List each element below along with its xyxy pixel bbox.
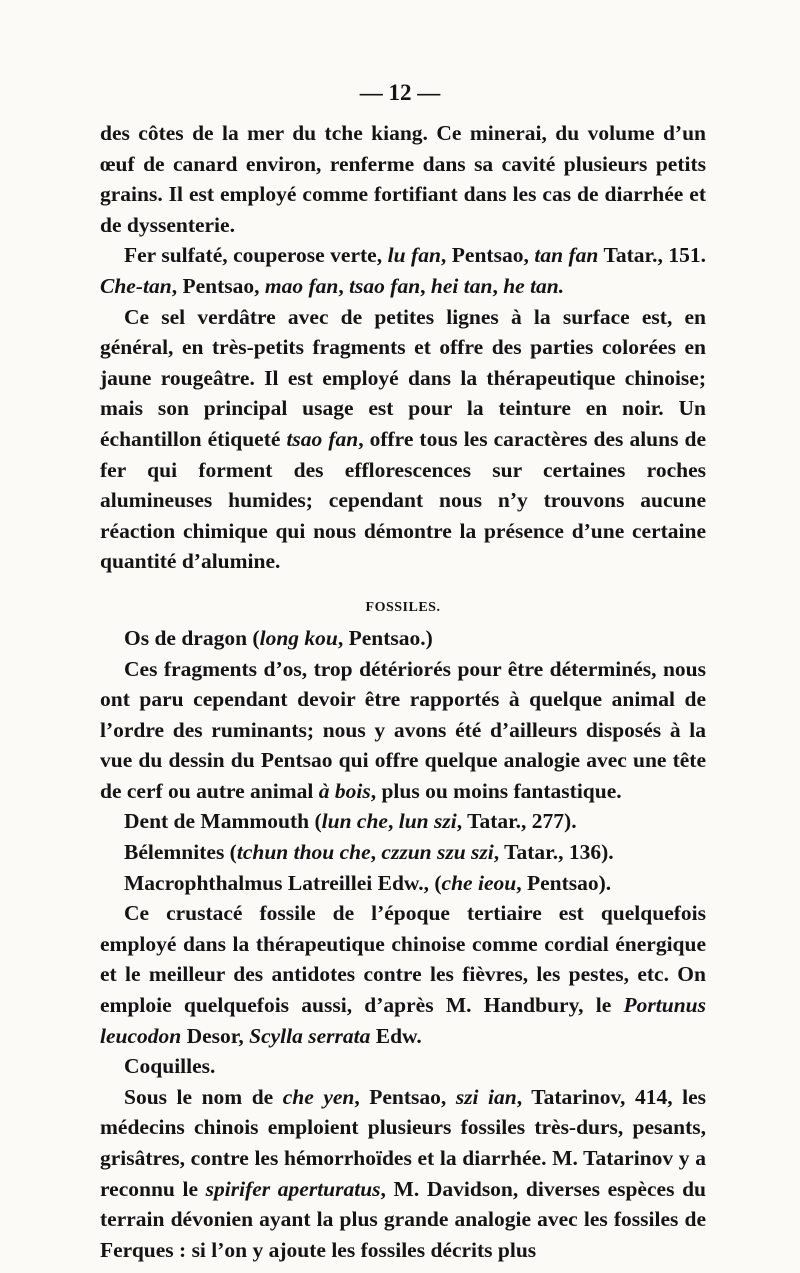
page-number: — 12 — [359, 80, 441, 105]
italic-text: che yen [282, 1084, 355, 1109]
text-run: , [370, 840, 382, 865]
paragraph [100, 240, 706, 301]
text-run: , plus ou moins fantastique. [370, 778, 622, 803]
text-run: Dent de Mammouth ( [124, 809, 322, 834]
text-run: Coquilles. [124, 1054, 216, 1079]
paragraph [100, 1082, 706, 1266]
text-run: Os de dragon ( [124, 625, 260, 650]
text-run: , Pentsao, [354, 1084, 456, 1109]
italic-text: à bois [318, 778, 371, 803]
body-text [100, 118, 706, 1265]
italic-text: lun szi [398, 809, 457, 834]
text-run: , offre tous les caractères des aluns de fer qui forment des efflorescences sur certaines roches alumineuses humides; cependant nous n’y trouvons aucune réaction chimique qui nous démontre la présence d’une certaine quantité d’alumine. [100, 426, 706, 574]
paragraph [100, 118, 706, 240]
italic-text: long kou [259, 625, 338, 650]
text-run: Edw. [370, 1023, 422, 1048]
italic-text: Portunus leucodon [100, 993, 706, 1048]
text-run: , Tatar., 136). [493, 840, 614, 865]
italic-text: Che-tan [100, 273, 172, 298]
italic-text: che ieou [441, 870, 517, 895]
text-run: Desor, [181, 1023, 250, 1048]
text-run: , Tatar., 277). [456, 809, 577, 834]
paragraph [100, 837, 706, 868]
text-run: , Pentsao, [171, 273, 265, 298]
text-run: , M. Davidson, diverses espèces du terrain dévonien ayant la plus grande analogie avec les fossiles de Ferques : si l’on y ajoute les fossiles décrits plus [100, 1176, 706, 1262]
text-run: Tatar., 151. [598, 243, 706, 268]
text-run: Ce sel verdâtre avec de petites lignes à la surface est, en général, en très-petits fragments et offre des parties colorées en jaune rougeâtre. Il est employé dans la thérapeutique chinoise; mais son principal usage est pour la teinture en noir. Un échantillon étiqueté [100, 304, 706, 451]
text-run: Macrophthalmus Latreillei Edw., ( [124, 870, 442, 895]
paragraph [100, 623, 706, 654]
italic-text: spirifer aperturatus [205, 1176, 381, 1201]
italic-text: tsao fan [286, 426, 359, 451]
text-run: Bélemnites ( [124, 840, 237, 865]
italic-text: mao fan [264, 273, 339, 298]
text-run: , [338, 273, 350, 298]
text-run: , [492, 273, 504, 298]
italic-text: tan fan [534, 243, 599, 268]
italic-text: szi ian [455, 1084, 517, 1109]
text-run: , Pentsao). [516, 870, 612, 895]
paragraph [100, 806, 706, 837]
text-run: Fer sulfaté, couperose verte, [124, 243, 388, 268]
text-run: Ces fragments d’os, trop détériorés pour être déterminés, nous ont paru cependant devoir être rapportés à quelque animal de l’ordre des ruminants; nous y avons été d’ailleurs disposés à la vue du dessin du Pentsao qui offre quelque analogie avec une tête de cerf ou autre animal [100, 656, 706, 803]
paragraph [100, 654, 706, 807]
italic-text: lun che [321, 809, 388, 834]
paragraph [100, 868, 706, 899]
text-run: des côtes de la mer du tche kiang. Ce minerai, du volume d’un œuf de canard environ, renferme dans sa cavité plusieurs petits grains. Il est employé comme fortifiant dans les cas de diarrhée et de dyssenterie. [100, 121, 706, 237]
paragraph [100, 1051, 706, 1082]
text-run: , Tatarinov, 414, les médecins chinois emploient plusieurs fossiles très-durs, pesants, grisâtres, contre les hémorrhoïdes et la diarrhée. M. Tatarinov y a reconnu le [100, 1084, 706, 1201]
italic-text: tchun thou che [236, 840, 371, 865]
italic-text: tsao fan [349, 273, 421, 298]
italic-text: lu fan [387, 243, 441, 268]
text-run: FOSSILES. [365, 599, 441, 615]
italic-text: hei tan [430, 273, 493, 298]
section-heading [100, 595, 706, 621]
paragraph [100, 302, 706, 577]
italic-text: he tan. [503, 273, 565, 298]
text-run: , Pentsao.) [337, 625, 433, 650]
text-run: , [387, 809, 399, 834]
text-run: Ce crustacé fossile de l’époque tertiaire est quelquefois employé dans la thérapeutique chinoise comme cordial énergique et le meilleur des antidotes contre les fièvres, les pestes, etc. On emploie quelquefois aussi, d’après M. Handbury, le [100, 901, 706, 1018]
italic-text: czzun szu szi [381, 840, 494, 865]
paragraph [100, 898, 706, 1051]
italic-text: Scylla serrata [249, 1023, 371, 1048]
text-run: Sous le nom de [124, 1084, 283, 1109]
text-run: , [420, 273, 431, 298]
text-run: , Pentsao, [440, 243, 535, 268]
